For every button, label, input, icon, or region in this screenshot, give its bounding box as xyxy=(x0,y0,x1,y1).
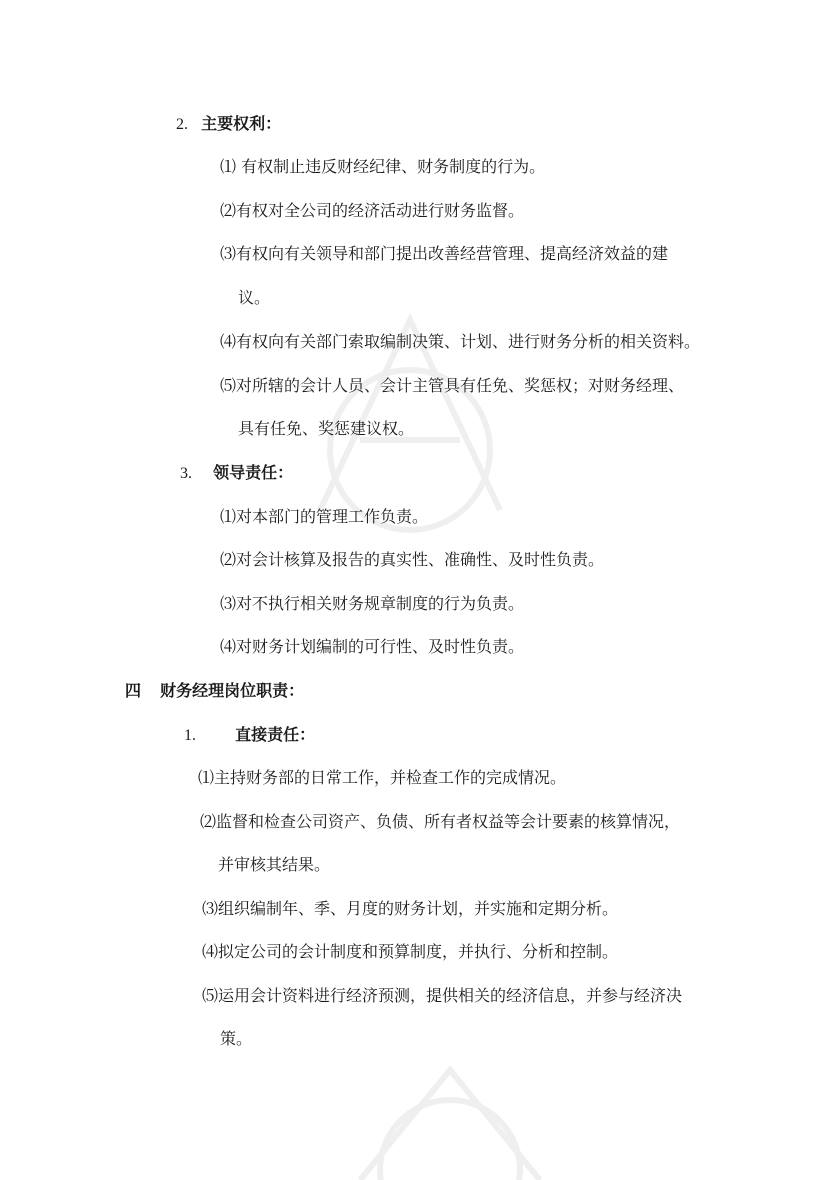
part-4-item-5: ⑸运用会计资料进行经济预测，提供相关的经济信息，并参与经济决 xyxy=(202,986,683,1005)
part-4-item-5-cont: 策。 xyxy=(220,1029,253,1048)
part-4-sub1-title: 直接责任： xyxy=(235,725,316,744)
section-2-item-1: ⑴ 有权制止违反财经纪律、财务制度的行为。 xyxy=(220,157,546,176)
part-4-item-4: ⑷拟定公司的会计制度和预算制度，并执行、分析和控制。 xyxy=(202,942,619,961)
section-2-title: 主要权利： xyxy=(201,114,282,133)
part-4-item-2-cont: 并审核其结果。 xyxy=(218,855,331,874)
section-3-item-4: ⑷对财务计划编制的可行性、及时性负责。 xyxy=(220,637,525,656)
section-2-item-5: ⑸对所辖的会计人员、会计主管具有任免、奖惩权；对财务经理、 xyxy=(220,376,685,395)
section-3-heading xyxy=(180,463,293,484)
section-3-item-1: ⑴对本部门的管理工作负责。 xyxy=(220,507,429,526)
watermark-icon-bottom xyxy=(330,1060,570,1180)
part-4-item-1: ⑴主持财务部的日常工作，并检查工作的完成情况。 xyxy=(198,768,567,787)
section-2-item-3-cont: 议。 xyxy=(238,288,271,307)
section-2-heading xyxy=(176,114,281,135)
section-3-item-2: ⑵对会计核算及报告的真实性、准确性、及时性负责。 xyxy=(220,550,605,569)
part-4-title: 财务经理岗位职责： xyxy=(160,681,305,700)
part-4-item-3: ⑶组织编制年、季、月度的财务计划，并实施和定期分析。 xyxy=(202,899,619,918)
part-4-sub1-number: 1. xyxy=(184,727,196,744)
section-2-item-4: ⑷有权向有关部门索取编制决策、计划、进行财务分析的相关资料。 xyxy=(220,332,701,351)
section-3-title: 领导责任： xyxy=(213,463,294,482)
part-4-number: 四 xyxy=(125,681,142,700)
section-3-number: 3. xyxy=(180,465,192,482)
section-2-item-3: ⑶有权向有关领导和部门提出改善经营管理、提高经济效益的建 xyxy=(220,244,669,263)
part-4-heading xyxy=(125,681,304,701)
section-2-item-5-cont: 具有任免、奖惩建议权。 xyxy=(238,419,415,438)
section-2-number: 2. xyxy=(176,116,188,133)
part-4-sub1-heading xyxy=(184,725,315,746)
section-3-item-3: ⑶对不执行相关财务规章制度的行为负责。 xyxy=(220,594,525,613)
part-4-item-2: ⑵监督和检查公司资产、负债、所有者权益等会计要素的核算情况， xyxy=(200,812,681,831)
section-2-item-2: ⑵有权对全公司的经济活动进行财务监督。 xyxy=(220,201,525,220)
